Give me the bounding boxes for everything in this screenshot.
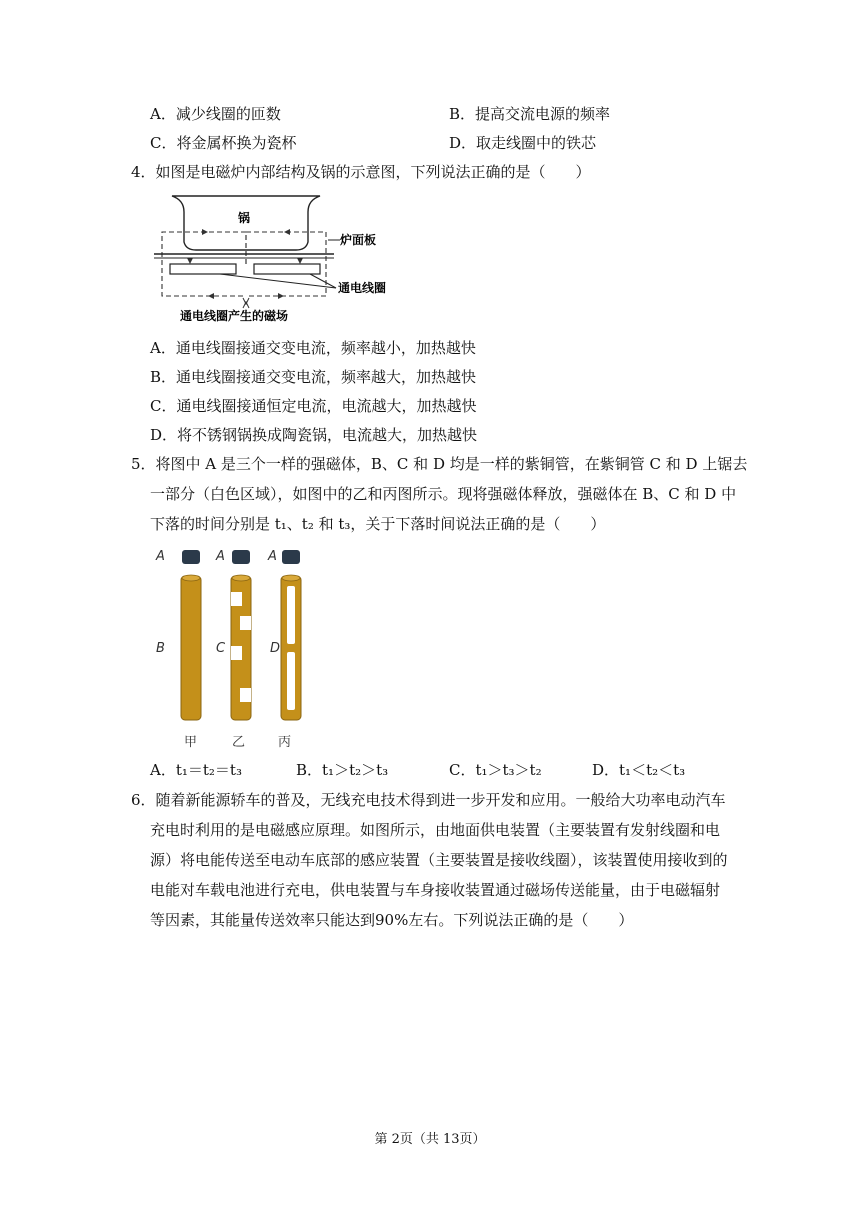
q3-option-d: D．取走线圈中的铁芯 — [449, 134, 597, 152]
label-pot: 锅 — [238, 211, 251, 225]
q4-option-a: A．通电线圈接通交变电流，频率越小，加热越快 — [150, 339, 476, 357]
label-a-3: A — [268, 549, 277, 564]
q4-stem: 4．如图是电磁炉内部结构及锅的示意图，下列说法正确的是（ ） — [131, 163, 591, 181]
q6-line-5: 等因素，其能量传送效率只能达到90%左右。下列说法正确的是（ ） — [150, 911, 634, 929]
q4-option-c: C．通电线圈接通恒定电流，电流越大，加热越快 — [150, 397, 477, 415]
cutout-c-1 — [231, 592, 242, 606]
q6-line-1: 6．随着新能源轿车的普及，无线充电技术得到进一步开发和应用。一般给大功率电动汽车 — [131, 791, 726, 809]
q5-option-c: C．t₁＞t₃＞t₂ — [449, 761, 542, 779]
q4-option-d: D．将不锈钢锅换成陶瓷锅，电流越大，加热越快 — [150, 426, 478, 444]
cutout-c-2 — [240, 616, 251, 630]
caption-jia: 甲 — [184, 735, 198, 750]
copper-tubes-diagram — [148, 542, 328, 754]
label-b: B — [156, 641, 165, 656]
label-coil: 通电线圈 — [338, 281, 387, 295]
slot-d-1 — [287, 586, 295, 644]
cutout-c-4 — [240, 688, 251, 702]
coil-right — [254, 264, 320, 274]
q5-stem-line-1: 5．将图中 A 是三个一样的强磁体，B、C 和 D 均是一样的紫铜管，在紫铜管 C 和 D 上锯去 — [131, 455, 748, 473]
tube-b — [181, 576, 201, 720]
q5-stem-line-2: 一部分（白色区域），如图中的乙和丙图所示。现将强磁体释放，强磁体在 B、C 和 D 中 — [150, 485, 737, 503]
q5-option-d: D．t₁＜t₂＜t₃ — [592, 761, 686, 779]
q5-option-a: A．t₁＝t₂＝t₃ — [150, 761, 242, 779]
caption-bing: 丙 — [278, 735, 292, 750]
caption-yi: 乙 — [232, 735, 246, 750]
magnet-2 — [232, 550, 250, 564]
q5-option-b: B．t₁＞t₂＞t₃ — [296, 761, 389, 779]
q3-option-b: B．提高交流电源的频率 — [449, 105, 611, 123]
label-field: 通电线圈产生的磁场 — [180, 309, 289, 323]
label-c: C — [216, 641, 226, 656]
magnet-1 — [182, 550, 200, 564]
induction-cooker-diagram — [150, 190, 410, 326]
q3-option-c: C．将金属杯换为瓷杯 — [150, 134, 297, 152]
q3-option-a: A．减少线圈的匝数 — [150, 105, 281, 123]
coil-left — [170, 264, 236, 274]
q6-line-2: 充电时利用的是电磁感应原理。如图所示，由地面供电装置（主要装置有发射线圈和电 — [150, 821, 721, 839]
q6-line-4: 电能对车载电池进行充电，供电装置与车身接收装置通过磁场传送能量，由于电磁辐射 — [150, 881, 721, 899]
slot-d-2 — [287, 652, 295, 710]
label-a-1: A — [156, 549, 165, 564]
label-a-2: A — [216, 549, 225, 564]
q4-option-b: B．通电线圈接通交变电流，频率越大，加热越快 — [150, 368, 477, 386]
label-panel: 炉面板 — [340, 233, 377, 247]
label-d: D — [270, 641, 281, 656]
q6-line-3: 源）将电能传送至电动车底部的感应装置（主要装置是接收线圈），该装置使用接收到的 — [150, 851, 728, 869]
cutout-c-3 — [231, 646, 242, 660]
q5-stem-line-3: 下落的时间分别是 t₁、t₂ 和 t₃，关于下落时间说法正确的是（ ） — [150, 515, 606, 533]
page-number-footer: 第 2页（共 13页） — [374, 1132, 486, 1147]
magnet-3 — [282, 550, 300, 564]
